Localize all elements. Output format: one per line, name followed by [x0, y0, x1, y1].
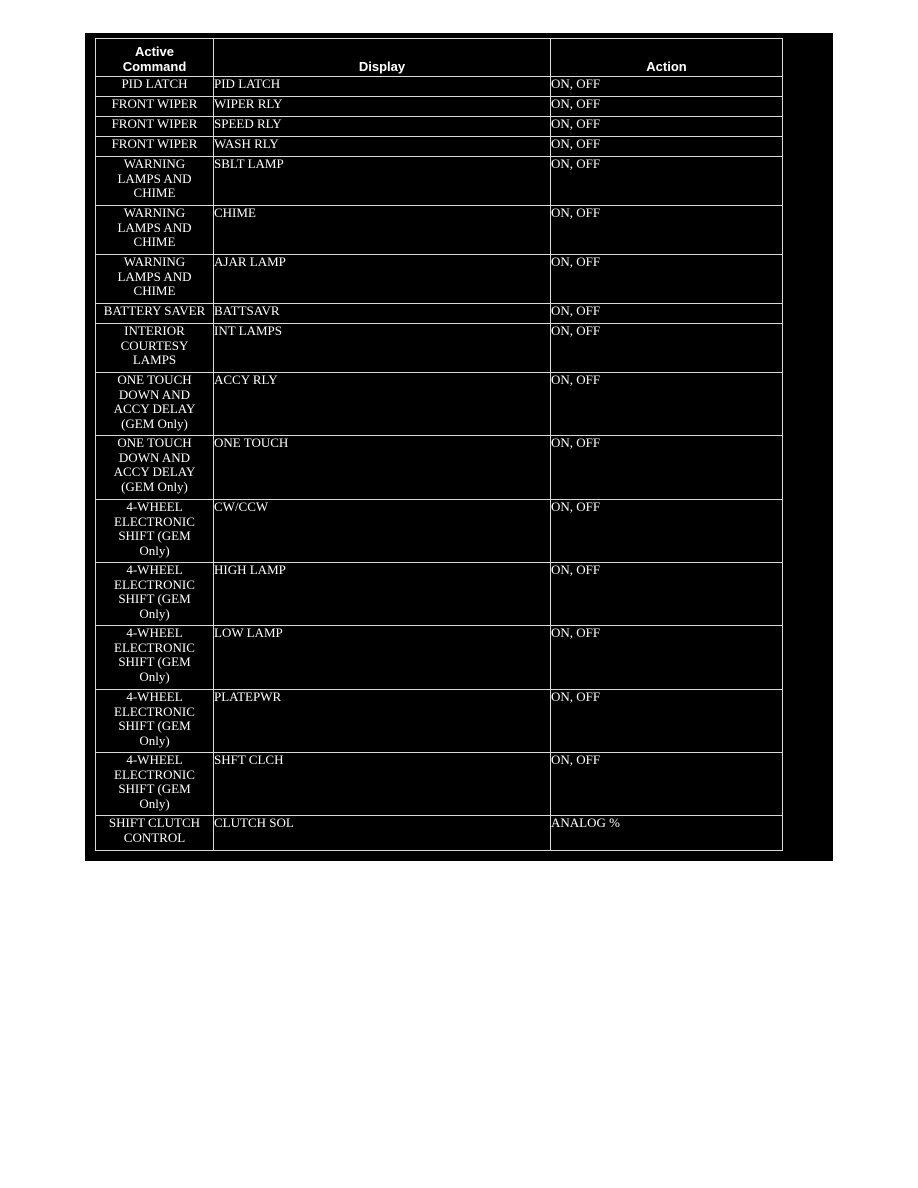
action-cell: ON, OFF — [551, 324, 783, 373]
display-cell: HIGH LAMP — [214, 563, 551, 626]
table-row — [96, 304, 783, 324]
command-cell — [96, 77, 214, 97]
header-active-command — [96, 39, 214, 77]
command-cell — [96, 255, 214, 304]
display-cell: CHIME — [214, 206, 551, 255]
command-line: CHIME — [133, 185, 176, 200]
table-row — [96, 563, 783, 626]
command-line: COURTESY — [120, 337, 189, 353]
command-line: ONE TOUCH — [117, 435, 192, 450]
table-row — [96, 500, 783, 563]
command-line: DOWN AND — [118, 449, 191, 465]
command-line: ELECTRONIC — [114, 703, 195, 719]
display-cell: SHFT CLCH — [214, 753, 551, 816]
table-row — [96, 77, 783, 97]
command-cell — [96, 436, 214, 500]
action-cell: ON, OFF — [551, 436, 783, 500]
command-cell — [96, 690, 214, 753]
table-row — [96, 206, 783, 255]
command-line: SHIFT CLUTCH — [108, 815, 201, 830]
header-action: Action — [551, 39, 783, 77]
action-cell: ON, OFF — [551, 137, 783, 157]
command-cell — [96, 304, 214, 324]
command-line: ACCY DELAY — [113, 464, 196, 479]
command-line: LAMPS — [132, 352, 177, 367]
header-command-line2: Command — [122, 59, 187, 74]
command-line: (GEM Only) — [121, 415, 188, 431]
command-cell — [96, 117, 214, 137]
display-cell: LOW LAMP — [214, 626, 551, 690]
display-cell: AJAR LAMP — [214, 255, 551, 304]
command-line: 4-WHEEL — [126, 752, 183, 767]
action-cell: ON, OFF — [551, 117, 783, 137]
command-line: PID LATCH — [121, 76, 188, 91]
command-line: INTERIOR — [124, 323, 185, 338]
table-row — [96, 255, 783, 304]
command-cell — [96, 816, 214, 851]
command-line: FRONT WIPER — [111, 116, 198, 131]
action-cell: ON, OFF — [551, 157, 783, 206]
table-row — [96, 373, 783, 436]
display-cell: WIPER RLY — [214, 97, 551, 117]
command-cell — [96, 206, 214, 255]
action-cell: ON, OFF — [551, 753, 783, 816]
command-line: SHIFT (GEM — [118, 781, 191, 796]
command-line: LAMPS AND — [117, 219, 192, 235]
command-line: FRONT WIPER — [111, 96, 198, 111]
display-cell: PID LATCH — [214, 77, 551, 97]
display-cell: SBLT LAMP — [214, 157, 551, 206]
command-line: ACCY DELAY — [113, 401, 196, 416]
action-cell: ANALOG % — [551, 816, 783, 851]
display-cell: CW/CCW — [214, 500, 551, 563]
command-line: SHIFT (GEM — [118, 591, 191, 606]
command-line: ONE TOUCH — [117, 372, 192, 387]
command-line: Only) — [139, 605, 170, 621]
command-line: ELECTRONIC — [114, 766, 195, 782]
display-cell: WASH RLY — [214, 137, 551, 157]
table-body — [96, 77, 783, 851]
action-cell: ON, OFF — [551, 373, 783, 436]
display-cell: SPEED RLY — [214, 117, 551, 137]
command-line: CONTROL — [123, 829, 186, 845]
command-cell — [96, 563, 214, 626]
action-cell: ON, OFF — [551, 97, 783, 117]
action-cell: ON, OFF — [551, 563, 783, 626]
command-cell — [96, 157, 214, 206]
command-line: ELECTRONIC — [114, 513, 195, 529]
action-cell: ON, OFF — [551, 77, 783, 97]
command-line: CHIME — [133, 234, 176, 249]
command-cell — [96, 753, 214, 816]
command-line: Only) — [139, 795, 170, 811]
action-cell: ON, OFF — [551, 626, 783, 690]
command-line: WARNING — [123, 156, 186, 171]
command-cell — [96, 137, 214, 157]
command-cell — [96, 626, 214, 690]
command-line: 4-WHEEL — [126, 625, 183, 640]
active-command-table — [95, 38, 783, 851]
command-line: SHIFT (GEM — [118, 654, 191, 669]
display-cell: PLATEPWR — [214, 690, 551, 753]
command-line: FRONT WIPER — [111, 136, 198, 151]
command-line: 4-WHEEL — [126, 689, 183, 704]
command-line: WARNING — [123, 254, 186, 269]
command-line: WARNING — [123, 205, 186, 220]
table-header-row — [96, 39, 783, 77]
display-cell: ACCY RLY — [214, 373, 551, 436]
document-panel — [85, 33, 833, 861]
command-line: ELECTRONIC — [114, 576, 195, 592]
header-command-line1: Active — [134, 44, 175, 59]
table-row — [96, 436, 783, 500]
command-line: Only) — [139, 542, 170, 558]
table-row — [96, 816, 783, 851]
command-cell — [96, 97, 214, 117]
action-cell: ON, OFF — [551, 690, 783, 753]
action-cell: ON, OFF — [551, 206, 783, 255]
command-line: SHIFT (GEM — [118, 528, 191, 543]
table-row — [96, 157, 783, 206]
command-cell — [96, 500, 214, 563]
table-row — [96, 97, 783, 117]
display-cell: BATTSAVR — [214, 304, 551, 324]
table-row — [96, 753, 783, 816]
table-row — [96, 690, 783, 753]
action-cell: ON, OFF — [551, 304, 783, 324]
command-cell — [96, 373, 214, 436]
command-line: DOWN AND — [118, 386, 191, 402]
command-line: BATTERY SAVER — [103, 303, 206, 318]
display-cell: INT LAMPS — [214, 324, 551, 373]
header-display: Display — [214, 39, 551, 77]
command-line: SHIFT (GEM — [118, 718, 191, 733]
command-line: 4-WHEEL — [126, 562, 183, 577]
table-row — [96, 137, 783, 157]
command-line: LAMPS AND — [117, 268, 192, 284]
command-line: Only) — [139, 668, 170, 684]
command-line: Only) — [139, 732, 170, 748]
command-line: ELECTRONIC — [114, 639, 195, 655]
table-row — [96, 117, 783, 137]
display-cell: ONE TOUCH — [214, 436, 551, 500]
action-cell: ON, OFF — [551, 255, 783, 304]
command-cell — [96, 324, 214, 373]
display-cell: CLUTCH SOL — [214, 816, 551, 851]
command-line: CHIME — [133, 283, 176, 298]
command-line: LAMPS AND — [117, 170, 192, 186]
command-line: (GEM Only) — [121, 478, 188, 494]
table-row — [96, 324, 783, 373]
action-cell: ON, OFF — [551, 500, 783, 563]
table-row — [96, 626, 783, 690]
command-line: 4-WHEEL — [126, 499, 183, 514]
